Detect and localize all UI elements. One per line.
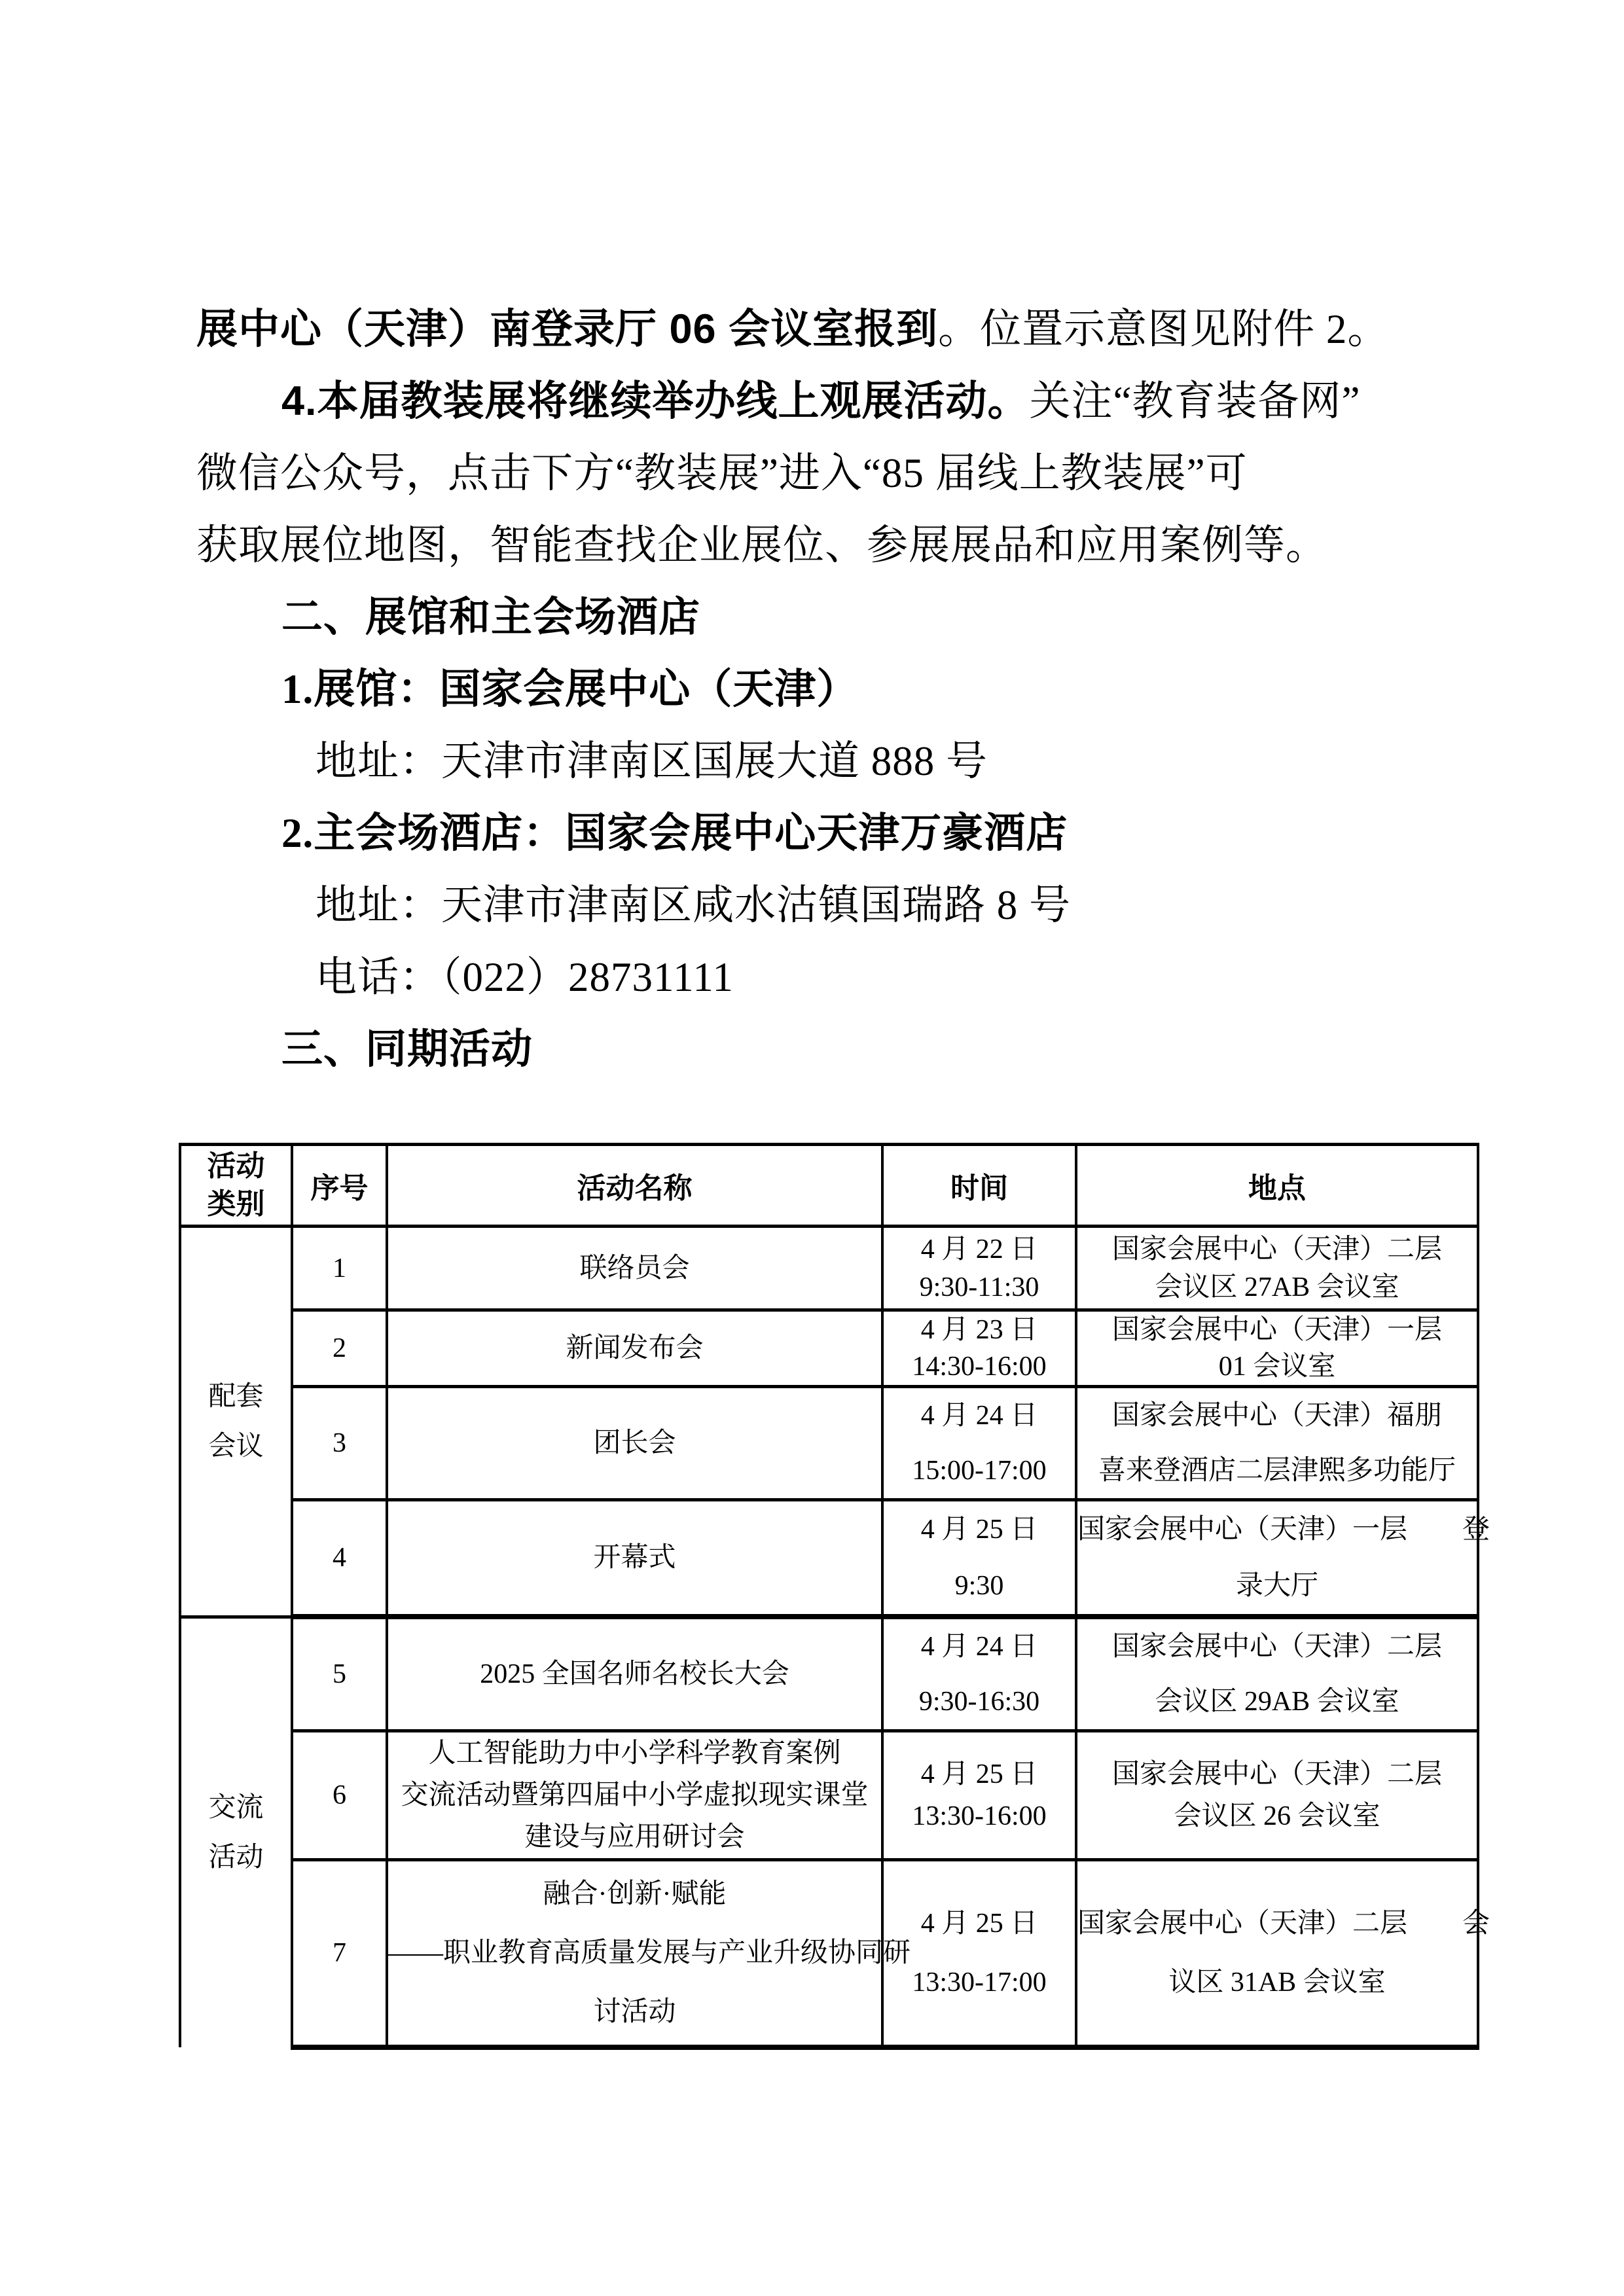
paragraph-line-7 bbox=[196, 725, 1440, 797]
category-cell-group-2-line: 活动 bbox=[208, 1842, 264, 1873]
cell-location bbox=[1076, 1387, 1478, 1500]
paragraph-line-4 bbox=[196, 509, 1440, 581]
category-cell-group-1-line: 会议 bbox=[208, 1431, 264, 1462]
header-serial-number: 序号 bbox=[292, 1145, 387, 1227]
cell-time-line: 9:30 bbox=[954, 1571, 1004, 1601]
header-category-line2: 类别 bbox=[207, 1188, 265, 1220]
cell-time-line: 4 月 23 日 bbox=[920, 1315, 1038, 1345]
cell-serial-line: 6 bbox=[333, 1780, 346, 1810]
header-location: 地点 bbox=[1076, 1145, 1478, 1227]
table-row-2 bbox=[180, 1310, 1478, 1387]
cell-serial-line: 7 bbox=[333, 1937, 346, 1968]
paragraph-line-10 bbox=[196, 941, 1440, 1013]
cell-serial bbox=[292, 1860, 387, 2047]
cell-location bbox=[1076, 1500, 1490, 1617]
cell-time-line: 4 月 25 日 bbox=[920, 1908, 1038, 1939]
text-segment: 地址：天津市津南区国展大道 888 号 bbox=[316, 738, 988, 784]
cell-location-line: 国家会展中心（天津）一层 bbox=[1111, 1315, 1442, 1345]
table-row-7 bbox=[180, 1860, 1478, 2047]
category-cell-group-2-line: 交流 bbox=[208, 1793, 264, 1823]
cell-serial bbox=[292, 1387, 387, 1500]
cell-activity-name-line: 建设与应用研讨会 bbox=[524, 1822, 745, 1852]
cell-location-line: 01 会议室 bbox=[1218, 1352, 1336, 1382]
cell-activity-name-line: 人工智能助力中小学科学教育案例 bbox=[428, 1738, 841, 1768]
cell-location-line: 议区 31AB 会议室 bbox=[1168, 1967, 1386, 1998]
cell-time-line: 4 月 25 日 bbox=[920, 1515, 1038, 1545]
cell-serial-line: 2 bbox=[333, 1333, 346, 1363]
cell-serial-line: 4 bbox=[333, 1543, 346, 1573]
paragraph-line-9 bbox=[196, 869, 1440, 941]
cell-serial bbox=[292, 1731, 387, 1860]
text-segment: 2.主会场酒店：国家会展中心天津万豪酒店 bbox=[281, 810, 1068, 856]
text-segment: 三、同期活动 bbox=[281, 1026, 533, 1072]
cell-time-line: 9:30-16:30 bbox=[918, 1687, 1040, 1717]
text-segment: 电话：（022）28731111 bbox=[316, 954, 734, 1000]
table-row-1 bbox=[180, 1227, 1478, 1310]
cell-serial-line: 5 bbox=[333, 1659, 346, 1689]
cell-time-line: 13:30-17:00 bbox=[912, 1967, 1047, 1998]
cell-time bbox=[882, 1860, 1076, 2047]
text-segment: 关注“教育装备网” bbox=[1029, 378, 1361, 424]
text-segment: 1.展馆：国家会展中心（天津） bbox=[281, 666, 859, 712]
cell-time bbox=[882, 1227, 1076, 1310]
cell-activity-name-line: 新闻发布会 bbox=[566, 1333, 704, 1363]
cell-activity-name-line: ——职业教育高质量发展与产业升级协同研 bbox=[388, 1937, 911, 1968]
cell-serial bbox=[292, 1227, 387, 1310]
text-segment: 。位置示意图见附件 2。 bbox=[938, 306, 1390, 352]
cell-time-line: 4 月 22 日 bbox=[920, 1234, 1038, 1265]
cell-activity-name-line: 讨活动 bbox=[593, 1996, 676, 2027]
cell-activity-name-line: 2025 全国名师名校长大会 bbox=[480, 1659, 789, 1689]
cell-location bbox=[1076, 1617, 1478, 1731]
paragraph-line-8 bbox=[196, 797, 1440, 869]
cell-activity-name bbox=[387, 1310, 882, 1387]
cell-location-line: 国家会展中心（天津）二层 bbox=[1111, 1632, 1442, 1662]
category-cell-group-2 bbox=[180, 1617, 292, 2047]
cell-time bbox=[882, 1387, 1076, 1500]
paragraph-line-6 bbox=[196, 653, 1440, 725]
paragraph-line-11 bbox=[196, 1013, 1440, 1085]
table-row-6 bbox=[180, 1731, 1478, 1860]
cell-time-line: 14:30-16:00 bbox=[912, 1352, 1047, 1382]
text-segment: 微信公众号，点击下方“教装展”进入“85 届线上教装展”可 bbox=[196, 450, 1248, 496]
cell-time-line: 4 月 24 日 bbox=[920, 1632, 1038, 1662]
cell-location-line: 喜来登酒店二层津熙多功能厅 bbox=[1098, 1456, 1456, 1486]
header-time: 时间 bbox=[882, 1145, 1076, 1227]
cell-serial bbox=[292, 1500, 387, 1617]
cell-activity-name bbox=[387, 1227, 882, 1310]
cell-location bbox=[1076, 1731, 1478, 1860]
category-cell-group-1-line: 配套 bbox=[208, 1381, 264, 1412]
cell-activity-name-line: 交流活动暨第四届中小学虚拟现实课堂 bbox=[401, 1780, 869, 1810]
cell-activity-name-line: 开幕式 bbox=[593, 1543, 676, 1573]
text-segment: 获取展位地图，智能查找企业展位、参展展品和应用案例等。 bbox=[196, 522, 1327, 568]
cell-location bbox=[1076, 1860, 1490, 2047]
category-cell-group-1 bbox=[180, 1227, 292, 1617]
header-activity-category bbox=[180, 1145, 292, 1227]
cell-location-line: 国家会展中心（天津）福朋 bbox=[1111, 1401, 1442, 1431]
cell-activity-name bbox=[387, 1500, 882, 1617]
paragraph-line-3 bbox=[196, 437, 1440, 509]
text-segment: 地址：天津市津南区咸水沽镇国瑞路 8 号 bbox=[316, 882, 1071, 928]
body-text-block bbox=[196, 293, 1440, 1085]
cell-time-line: 4 月 24 日 bbox=[920, 1401, 1038, 1431]
cell-time-line: 9:30-11:30 bbox=[919, 1272, 1039, 1302]
table-header-row bbox=[180, 1145, 1478, 1227]
cell-location-line: 国家会展中心（天津）二层 bbox=[1111, 1759, 1442, 1789]
cell-activity-name-line: 联络员会 bbox=[579, 1253, 690, 1283]
cell-serial-line: 1 bbox=[333, 1253, 346, 1283]
table-row-4 bbox=[180, 1500, 1478, 1617]
paragraph-line-1 bbox=[196, 293, 1440, 365]
table-row-3 bbox=[180, 1387, 1478, 1500]
cell-location bbox=[1076, 1227, 1478, 1310]
cell-location-line: 国家会展中心（天津）一层 登 bbox=[1077, 1515, 1490, 1545]
cell-location-line: 会议区 27AB 会议室 bbox=[1155, 1272, 1399, 1302]
cell-activity-name bbox=[387, 1617, 882, 1731]
paragraph-line-2 bbox=[196, 365, 1440, 437]
cell-time bbox=[882, 1500, 1076, 1617]
cell-location-line: 国家会展中心（天津）二层 会 bbox=[1077, 1908, 1490, 1939]
text-segment: 二、展馆和主会场酒店 bbox=[281, 594, 700, 640]
paragraph-line-5 bbox=[196, 581, 1440, 653]
cell-activity-name-line: 团长会 bbox=[593, 1428, 676, 1458]
header-activity-name: 活动名称 bbox=[387, 1145, 882, 1227]
cell-serial-line: 3 bbox=[333, 1428, 346, 1458]
cell-location bbox=[1076, 1310, 1478, 1387]
cell-location-line: 会议区 26 会议室 bbox=[1174, 1801, 1380, 1831]
cell-activity-name bbox=[387, 1731, 882, 1860]
cell-time-line: 4 月 25 日 bbox=[920, 1759, 1038, 1789]
text-segment: 展中心（天津）南登录厅 06 会议室报到 bbox=[196, 306, 939, 352]
cell-time-line: 15:00-17:00 bbox=[912, 1456, 1047, 1486]
cell-time-line: 13:30-16:00 bbox=[912, 1801, 1047, 1831]
cell-location-line: 国家会展中心（天津）二层 bbox=[1111, 1234, 1442, 1265]
schedule-table bbox=[179, 1143, 1490, 2050]
table-row-5 bbox=[180, 1617, 1478, 1731]
cell-serial bbox=[292, 1617, 387, 1731]
cell-activity-name-line: 融合·创新·赋能 bbox=[543, 1878, 727, 1909]
cell-time bbox=[882, 1617, 1076, 1731]
cell-time bbox=[882, 1310, 1076, 1387]
cell-location-line: 录大厅 bbox=[1235, 1571, 1318, 1601]
text-segment: 4.本届教装展将继续举办线上观展活动。 bbox=[281, 378, 1030, 424]
cell-activity-name bbox=[387, 1860, 911, 2047]
cell-location-line: 会议区 29AB 会议室 bbox=[1155, 1687, 1399, 1717]
cell-time bbox=[882, 1731, 1076, 1860]
header-category-line1: 活动 bbox=[207, 1150, 265, 1182]
cell-activity-name bbox=[387, 1387, 882, 1500]
cell-serial bbox=[292, 1310, 387, 1387]
